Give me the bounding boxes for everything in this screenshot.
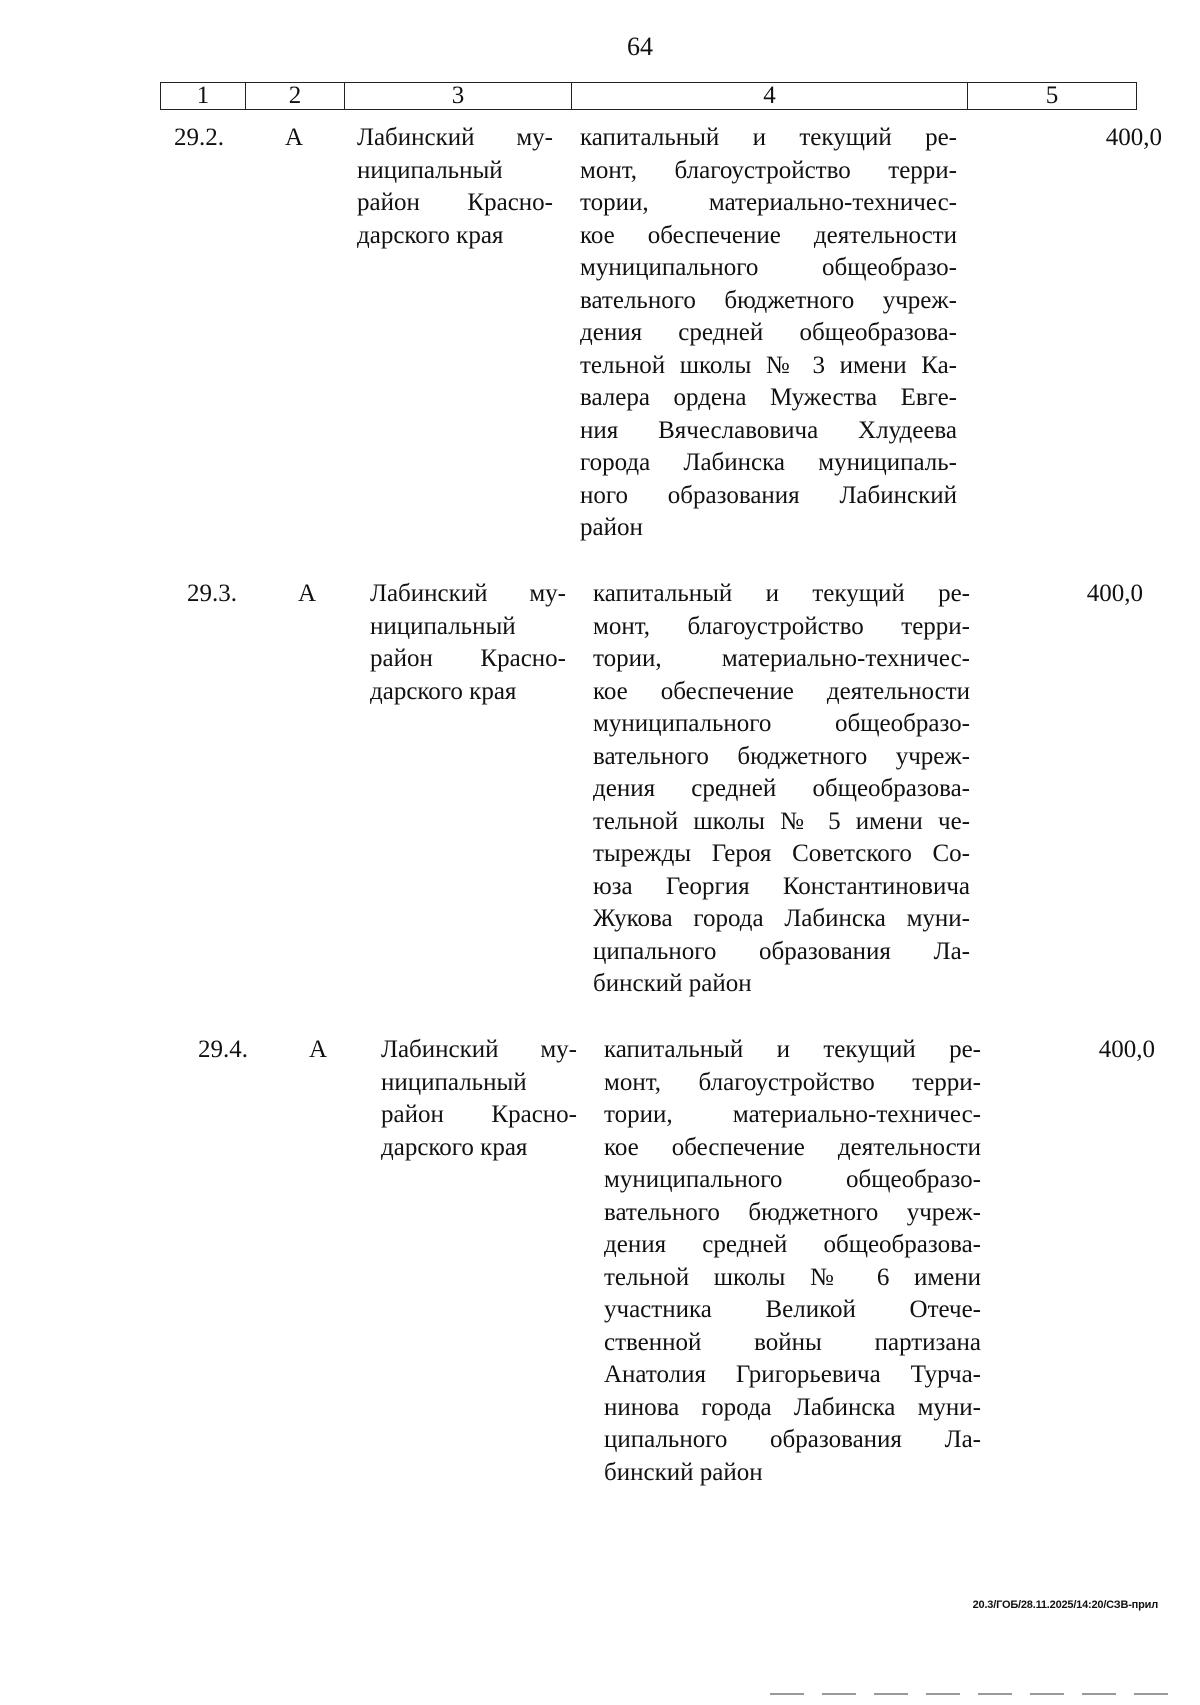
- column-header-4: 4: [572, 83, 968, 110]
- description-line: кое обеспечение деятельности: [580, 221, 957, 249]
- description-line: тории, материально-техничес-: [593, 645, 970, 672]
- description-line: Анатолия Григорьевича Турча-: [604, 1361, 981, 1388]
- description-line: вательного бюджетного учреж-: [604, 1198, 981, 1226]
- description-line: капитальный и текущий ре-: [580, 124, 957, 151]
- region-line: ниципальный: [370, 612, 516, 640]
- region-line: район Красно-: [370, 645, 566, 672]
- region-line: Лабинский му-: [370, 580, 566, 607]
- region-line: Лабинский му-: [381, 1036, 577, 1063]
- description-line: тельной школы № 5 имени че-: [593, 807, 970, 835]
- description-line: ственной войны партизана: [604, 1328, 981, 1356]
- description-line: муниципального общеобразо-: [580, 254, 957, 281]
- description-line: капитальный и текущий ре-: [604, 1036, 981, 1063]
- row-region: [381, 1034, 577, 1164]
- description-line: ния Вячеславовича Хлудеева: [580, 416, 957, 444]
- column-header-1: 1: [161, 83, 246, 110]
- description-line: муниципального общеобразо-: [593, 710, 970, 737]
- bottom-scan-rule: [770, 1693, 1170, 1695]
- row-category: А: [285, 124, 304, 151]
- description-line: вательного бюджетного учреж-: [593, 742, 970, 770]
- description-line: дения средней общеобразова-: [593, 775, 970, 802]
- row-value: 400,0: [1098, 1036, 1155, 1063]
- region-line: район Красно-: [357, 189, 553, 216]
- description-line: муниципального общеобразо-: [604, 1166, 981, 1193]
- row-region: [370, 578, 566, 708]
- row-value: 400,0: [1086, 580, 1143, 607]
- description-line: дения средней общеобразова-: [604, 1231, 981, 1258]
- column-header-table: [160, 82, 1137, 110]
- column-header-5: 5: [968, 83, 1137, 110]
- row-value: 400,0: [1105, 124, 1162, 151]
- description-line: валера ордена Мужества Евге-: [580, 384, 957, 411]
- document-registration-code: 20.3/ГОБ/28.11.2025/14:20/СЗВ-прил: [972, 1599, 1158, 1611]
- description-line: монт, благоустройство терри-: [593, 612, 970, 640]
- description-line: тории, материально-техничес-: [580, 189, 957, 216]
- description-line: тырежды Героя Советского Со-: [593, 840, 970, 867]
- row-category: А: [309, 1036, 328, 1063]
- description-line: юза Георгия Константиновича: [593, 872, 970, 900]
- page-number: 64: [627, 32, 653, 61]
- row-description: [580, 122, 957, 545]
- row-number: 29.3.: [187, 580, 237, 607]
- region-line: дарского края: [370, 677, 517, 705]
- description-line: бинский район: [593, 970, 752, 997]
- row-number: 29.4.: [198, 1036, 248, 1063]
- column-header-2: 2: [246, 83, 345, 110]
- row-description: [604, 1034, 981, 1489]
- region-line: дарского края: [357, 221, 504, 249]
- description-line: район: [580, 514, 643, 541]
- description-line: ципального образования Ла-: [593, 937, 970, 965]
- region-line: район Красно-: [381, 1101, 577, 1128]
- description-line: Жукова города Лабинска муни-: [593, 905, 970, 932]
- description-line: тельной школы № 3 имени Ка-: [580, 351, 957, 379]
- description-line: монт, благоустройство терри-: [580, 156, 957, 184]
- row-description: [593, 578, 970, 1001]
- description-line: дения средней общеобразова-: [580, 319, 957, 346]
- row-region: [357, 122, 553, 252]
- description-line: тории, материально-техничес-: [604, 1101, 981, 1128]
- region-line: ниципальный: [381, 1068, 527, 1096]
- description-line: капитальный и текущий ре-: [593, 580, 970, 607]
- description-line: города Лабинска муниципаль-: [580, 449, 957, 476]
- region-line: ниципальный: [357, 156, 503, 184]
- region-line: дарского края: [381, 1133, 528, 1161]
- description-line: тельной школы № 6 имени: [604, 1263, 981, 1291]
- row-number: 29.2.: [174, 124, 224, 151]
- region-line: Лабинский му-: [357, 124, 553, 151]
- description-line: нинова города Лабинска муни-: [604, 1393, 981, 1421]
- row-category: А: [298, 580, 317, 607]
- description-line: ципального образования Ла-: [604, 1426, 981, 1453]
- description-line: монт, благоустройство терри-: [604, 1068, 981, 1096]
- column-header-3: 3: [345, 83, 572, 110]
- description-line: вательного бюджетного учреж-: [580, 286, 957, 314]
- description-line: ного образования Лабинский: [580, 481, 957, 509]
- description-line: бинский район: [604, 1458, 763, 1486]
- description-line: кое обеспечение деятельности: [604, 1133, 981, 1161]
- description-line: участника Великой Отече-: [604, 1296, 981, 1323]
- description-line: кое обеспечение деятельности: [593, 677, 970, 705]
